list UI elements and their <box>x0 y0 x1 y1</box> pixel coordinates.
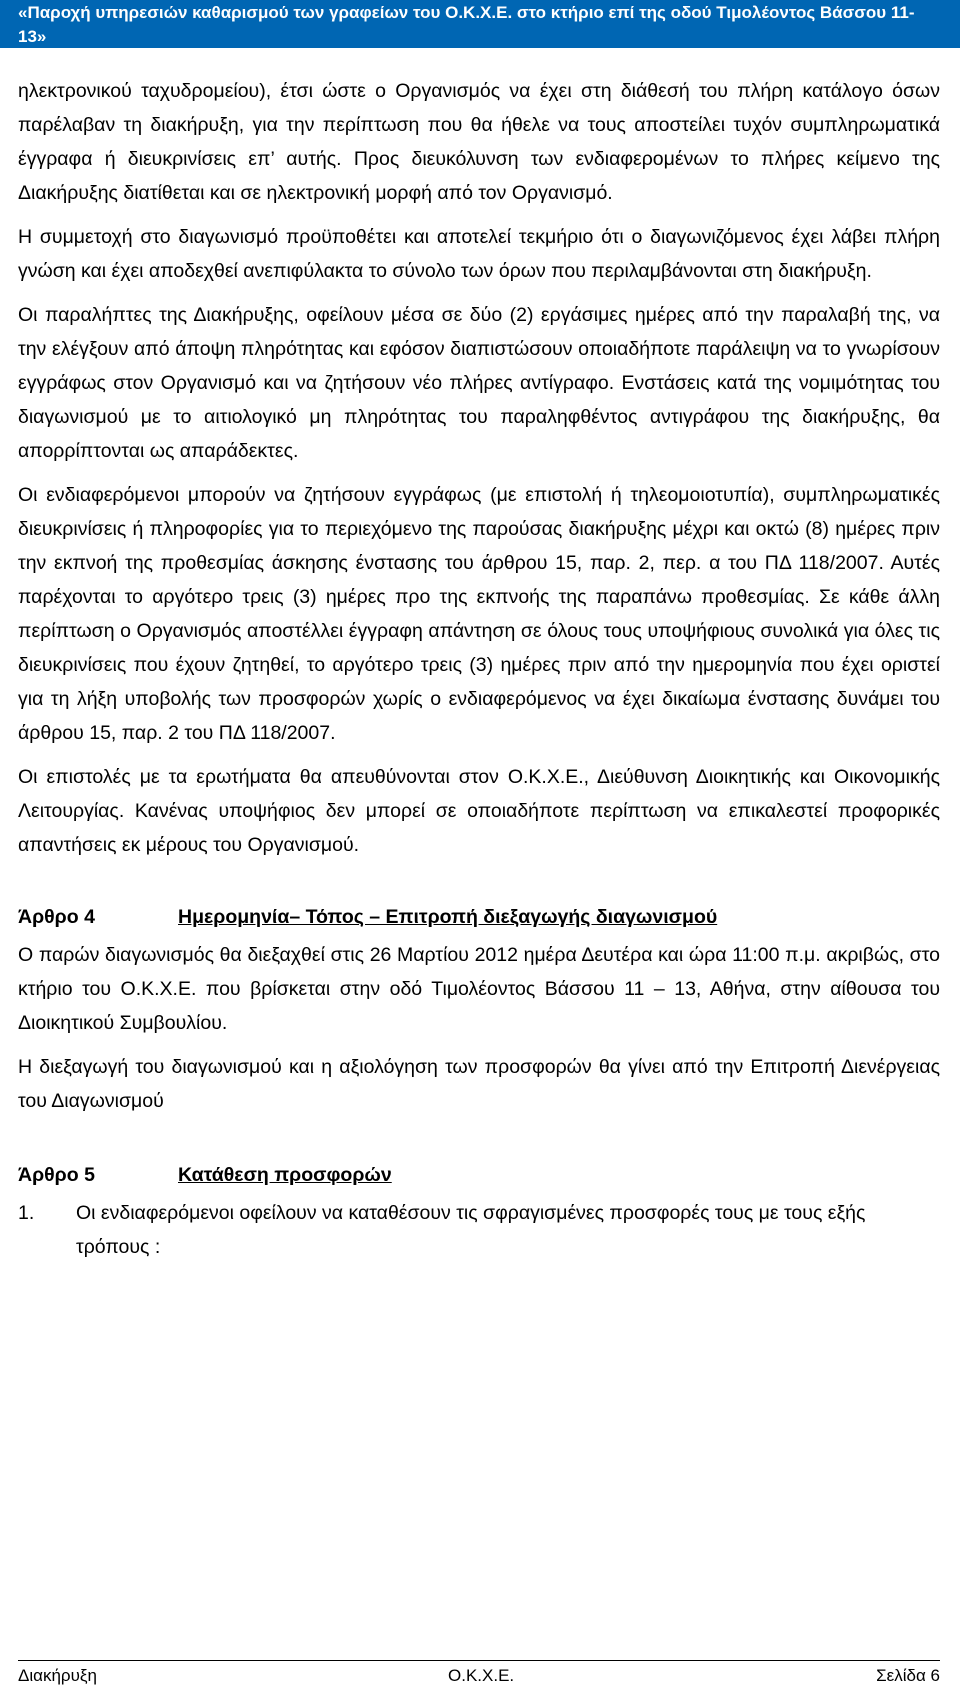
page-header-banner <box>0 0 960 48</box>
document-header-title: «Παροχή υπηρεσιών καθαρισμού των γραφείων του Ο.Κ.Χ.Ε. στο κτήριο επί της οδού Τιμολέοντος Βάσσου 11-13» <box>18 3 915 46</box>
paragraph-participation: Η συμμετοχή στο διαγωνισμό προϋποθέτει και αποτελεί τεκμήριο ότι ο διαγωνιζόμενος έχει λάβει πλήρη γνώση και έχει αποδεχθεί ανεπιφύλακτα το σύνολο των όρων που περιλαμβάνονται στη διακήρυξη. <box>18 226 940 282</box>
list-item <box>18 1196 940 1264</box>
page-footer <box>18 1660 940 1687</box>
paragraph-continuation: ηλεκτρονικού ταχυδρομείου), έτσι ώστε ο Οργανισμός να έχει στη διάθεσή του πλήρη κατάλογο όσων παρέλαβαν τη διακήρυξη, για την περίπτωση που θα ήθελε να τους αποστείλει τυχόν συμπληρωματικά έγγραφα ή διευκρινίσεις επ’ αυτής. Προς διευκόλυνση των ενδιαφερομένων το πλήρες κείμενο της Διακήρυξης διατίθεται και σε ηλεκτρονική μορφή από τον Οργανισμό. <box>18 80 940 204</box>
list-item-text: Οι ενδιαφερόμενοι οφείλουν να καταθέσουν τις σφραγισμένες προσφορές τους με τους εξής τρόπους : <box>76 1202 866 1258</box>
article-4-number: Άρθρο 4 <box>18 906 95 928</box>
article-4-paragraph-date: Ο παρών διαγωνισμός θα διεξαχθεί στις 26 Μαρτίου 2012 ημέρα Δευτέρα και ώρα 11:00 π.μ. ακριβώς, στο κτήριο του Ο.Κ.Χ.Ε. που βρίσκεται στην οδό Τιμολέοντος Βάσσου 11 – 13, Αθήνα, στην αίθουσα του Διοικητικού Συμβουλίου. <box>18 944 940 1034</box>
article-4-heading <box>18 900 940 934</box>
footer-organization: Ο.Κ.Χ.Ε. <box>448 1666 515 1685</box>
paragraph-recipients: Οι παραλήπτες της Διακήρυξης, οφείλουν μέσα σε δύο (2) εργάσιμες ημέρες από την παραλαβή της, να την ελέγξουν από άποψη πληρότητας και εφόσον διαπιστώσουν οποιαδήποτε παράλειψη να το γνωρίσουν εγγράφως στον Οργανισμό και να ζητήσουν νέο πλήρες αντίγραφο. Ενστάσεις κατά της νομιμότητας του διαγωνισμού με το αιτιολογικό μη πληρότητας του παραληφθέντος αντιγράφου της διακήρυξης, θα απορρίπτονται ως απαράδεκτες. <box>18 304 940 462</box>
document-body <box>18 74 940 1264</box>
footer-page-number: Σελίδα 6 <box>876 1666 940 1685</box>
footer-document-type: Διακήρυξη <box>18 1666 97 1685</box>
article-5-number: Άρθρο 5 <box>18 1164 95 1186</box>
paragraph-clarifications: Οι ενδιαφερόμενοι μπορούν να ζητήσουν εγγράφως (με επιστολή ή τηλεομοιοτυπία), συμπληρωματικές διευκρινίσεις ή πληροφορίες για το περιεχόμενο της παρούσας διακήρυξης μέχρι και οκτώ (8) ημέρες πριν την εκπνοή της προθεσμίας άσκησης ένστασης του άρθρου 15, παρ. 2, περ. α του ΠΔ 118/2007. Αυτές παρέχονται το αργότερο τρεις (3) ημέρες προ της εκπνοής της παραπάνω προθεσμίας. Σε κάθε άλλη περίπτωση ο Οργανισμός αποστέλλει έγγραφη απάντηση σε όλους τους υποψήφιους συνολικά για όλες τις διευκρινίσεις που έχουν ζητηθεί, το αργότερο τρεις (3) ημέρες πριν από την ημερομηνία που έχει οριστεί για τη λήξη υποβολής των προσφορών χωρίς ο ενδιαφερόμενος να έχει δικαίωμα ένστασης δυνάμει του άρθρου 15, παρ. 2 του ΠΔ 118/2007. <box>18 484 940 744</box>
article-5-title: Κατάθεση προσφορών <box>178 1164 392 1186</box>
article-4-title: Ημερομηνία– Τόπος – Επιτροπή διεξαγωγής διαγωνισμού <box>178 906 718 928</box>
paragraph-letters: Οι επιστολές με τα ερωτήματα θα απευθύνονται στον Ο.Κ.Χ.Ε., Διεύθυνση Διοικητικής και Οικονομικής Λειτουργίας. Κανένας υποψήφιος δεν μπορεί σε οποιαδήποτε περίπτωση να επικαλεστεί προφορικές απαντήσεις εκ μέρους του Οργανισμού. <box>18 766 940 856</box>
section-spacer <box>18 872 940 900</box>
article-4-paragraph-committee: Η διεξαγωγή του διαγωνισμού και η αξιολόγηση των προσφορών θα γίνει από την Επιτροπή Διενέργειας του Διαγωνισμού <box>18 1056 940 1112</box>
section-spacer <box>18 1128 940 1158</box>
article-5-heading <box>18 1158 940 1192</box>
list-item-marker: 1. <box>18 1202 35 1224</box>
